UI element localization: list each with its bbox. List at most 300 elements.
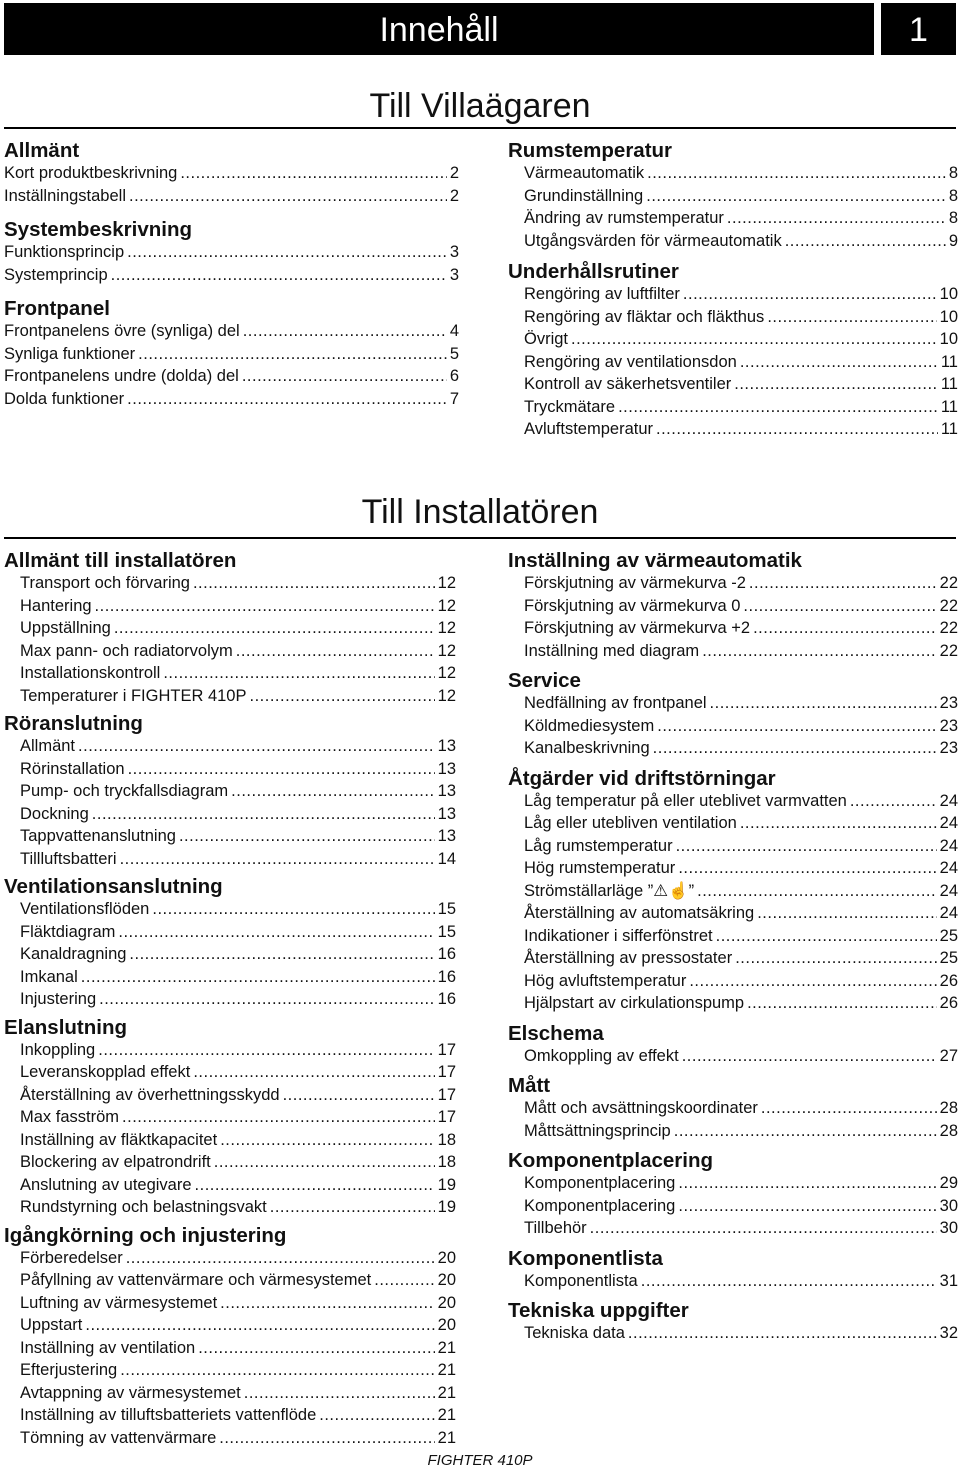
toc-entry-page: 22 [939,596,958,615]
toc-entry[interactable] [508,328,958,351]
toc-entry-page: 29 [939,1174,958,1192]
toc-leader-dots [243,320,447,343]
toc-entry-label: Tömning av vattenvärmare [20,1428,217,1447]
toc-group [508,1300,958,1345]
toc-entry-label: Rundstyrning och belastningsvakt [20,1198,267,1216]
toc-entry-page: 15 [437,922,456,941]
toc-entry[interactable] [4,803,456,826]
toc-group [4,1225,456,1450]
toc-entry-page: 21 [437,1428,456,1447]
toc-entry[interactable] [4,1404,456,1427]
toc-group-title: Underhållsrutiner [508,260,679,283]
toc-entry[interactable] [4,943,456,966]
toc-entry-label: Återställning av överhettningsskydd [20,1085,280,1104]
toc-leader-dots [85,1314,434,1337]
toc-leader-dots [283,1084,435,1107]
toc-entry-label: Strömställarläge ”⚠☝” [524,881,695,900]
toc-group [508,140,958,252]
toc-entry-page: 18 [437,1130,456,1149]
toc-entry[interactable] [508,640,958,663]
toc-entry[interactable] [4,1039,456,1062]
toc-entry[interactable] [508,880,958,903]
toc-entry-page: 21 [437,1383,456,1402]
toc-entry-label: Inkoppling [20,1040,96,1059]
toc-leader-dots [220,1129,434,1152]
toc-entry[interactable] [508,947,958,970]
toc-entry[interactable] [508,373,958,396]
toc-entry[interactable] [508,283,958,306]
toc-entry-label: Komponentlista [524,1271,638,1290]
toc-entry-label: Fläktdiagram [20,922,116,941]
toc-entry-label: Rengöring av fläktar och fläkthus [524,307,765,326]
toc-entry-label: Dockning [20,804,89,823]
toc-entry-label: Hjälpstart av cirkulationspump [524,994,745,1012]
toc-entry-label: Leveranskopplad effekt [20,1063,191,1081]
toc-entry-label: Låg eller utebliven ventilation [524,814,737,832]
toc-entry[interactable] [4,572,456,595]
toc-entry-label: Kanaldragning [20,945,127,963]
header-bar [4,3,956,55]
toc-leader-dots [753,617,937,640]
toc-group-title: Systembeskrivning [4,218,192,241]
toc-leader-dots [761,1097,937,1120]
toc-entry-page: 25 [939,926,958,945]
toc-entry-label: Allmänt [20,737,76,755]
toc-entry-page: 14 [437,849,456,868]
section-rule-villa [4,127,956,129]
toc-entry-label: Ventilationsflöden [20,900,150,918]
toc-entry-page: 24 [939,836,958,855]
toc-entry[interactable] [508,812,958,835]
toc-entry[interactable] [4,264,459,287]
toc-leader-dots [678,857,936,880]
toc-entry-page: 30 [939,1219,958,1237]
toc-group-title: Rumstemperatur [508,139,673,162]
toc-column-villa-right [508,140,958,441]
toc-entry-label: Nedfällning av frontpanel [524,694,707,712]
toc-group-title: Inställning av värmeautomatik [508,549,802,572]
toc-leader-dots [78,735,435,758]
toc-entry-label: Frontpanelens övre (synliga) del [4,322,240,340]
toc-entry[interactable] [508,692,958,715]
toc-leader-dots [120,848,435,871]
toc-entry-label: Låg temperatur på eller uteblivet varmvatten [524,791,847,810]
toc-entry-label: Installationskontroll [20,664,161,682]
toc-leader-dots [214,1151,435,1174]
toc-entry[interactable] [508,857,958,880]
toc-entry-page: 13 [437,759,456,778]
toc-leader-dots [618,396,938,419]
toc-entry-label: Kontroll av säkerhetsventiler [524,375,732,393]
toc-leader-dots [647,162,946,185]
toc-leader-dots [219,1427,434,1450]
toc-entry[interactable] [4,1061,456,1084]
toc-leader-dots [95,595,435,618]
toc-leader-dots [710,692,937,715]
toc-entry[interactable] [508,1120,958,1143]
toc-entry-label: Anslutning av utegivare [20,1175,192,1194]
toc-entry[interactable] [508,230,958,253]
toc-group [4,140,459,207]
toc-entry-label: Injustering [20,990,97,1008]
toc-entry[interactable] [4,921,456,944]
toc-leader-dots [92,803,435,826]
toc-entry-label: Mått och avsättningskoordinater [524,1099,758,1117]
toc-leader-dots [628,1322,937,1345]
toc-entry-label: Hög avluftstemperatur [524,971,687,990]
toc-entry[interactable] [4,1337,456,1360]
toc-entry[interactable] [4,1106,456,1129]
toc-leader-dots [571,328,937,351]
toc-entry-page: 2 [449,164,459,182]
toc-group-title: Elschema [508,1021,604,1045]
toc-entry-page: 17 [437,1085,456,1104]
toc-leader-dots [653,737,937,760]
toc-entry-page: 20 [437,1293,456,1312]
toc-entry-label: Avluftstemperatur [524,420,654,438]
toc-entry-page: 28 [939,1099,958,1117]
toc-entry[interactable] [4,780,456,803]
toc-entry[interactable] [4,1247,456,1270]
toc-entry-page: 13 [437,737,456,755]
toc-leader-dots [850,790,937,813]
toc-group-title: Tekniska uppgifter [508,1299,689,1322]
toc-entry-label: Ändring av rumstemperatur [524,209,724,227]
toc-entry-label: Hög rumstemperatur [524,859,676,877]
toc-entry-page: 12 [437,664,456,682]
toc-leader-dots [785,230,946,253]
section-rule-installer [4,537,956,539]
toc-entry-label: Inställningstabell [4,186,126,205]
toc-entry[interactable] [4,388,459,411]
footer-product-name: FIGHTER 410P [427,1452,533,1469]
toc-entry[interactable] [4,1359,456,1382]
toc-entry[interactable] [508,306,958,329]
toc-group-title: Elanslutning [4,1015,127,1039]
toc-group-title: Röranslutning [4,712,143,735]
toc-leader-dots [231,780,434,803]
toc-leader-dots [740,351,938,374]
toc-leader-dots [743,595,936,618]
toc-leader-dots [127,241,447,264]
toc-entry-label: Komponentplacering [524,1174,676,1192]
toc-leader-dots [180,162,446,185]
toc-entry[interactable] [4,1292,456,1315]
toc-entry-page: 8 [948,164,958,182]
toc-group-title: Komponentlista [508,1246,663,1270]
toc-leader-dots [678,1195,936,1218]
toc-leader-dots [236,640,435,663]
toc-leader-dots [757,902,936,925]
toc-leader-dots [678,1172,936,1195]
toc-entry-label: Funktionsprincip [4,243,125,261]
toc-entry-page: 22 [939,619,958,637]
toc-leader-dots [129,943,434,966]
toc-entry[interactable] [508,351,958,374]
toc-leader-dots [250,685,435,708]
toc-entry[interactable] [508,737,958,760]
toc-entry-page: 27 [939,1046,958,1065]
toc-leader-dots [138,343,447,366]
toc-group-title: Åtgärder vid driftstörningar [508,766,776,790]
toc-entry-page: 10 [939,285,958,303]
toc-entry[interactable] [508,207,958,230]
toc-entry[interactable] [508,925,958,948]
toc-entry-label: Köldmediesystem [524,716,655,735]
toc-leader-dots [195,1174,435,1197]
toc-entry[interactable] [4,162,459,185]
toc-group [508,1248,958,1293]
toc-entry-page: 24 [939,814,958,832]
toc-leader-dots [749,572,937,595]
toc-leader-dots [193,1061,434,1084]
toc-entry-label: Uppstart [20,1316,83,1334]
toc-entry[interactable] [4,685,456,708]
toc-entry-label: Systemprincip [4,265,108,284]
toc-entry[interactable] [508,1172,958,1195]
toc-entry[interactable] [4,1174,456,1197]
toc-group-title: Mått [508,1074,551,1097]
toc-leader-dots [735,947,936,970]
toc-entry-label: Omkoppling av effekt [524,1046,679,1065]
toc-entry[interactable] [4,241,459,264]
toc-entry-label: Tillbehör [524,1219,587,1237]
toc-entry-page: 17 [437,1063,456,1081]
toc-entry[interactable] [4,185,459,208]
toc-leader-dots [657,715,936,738]
toc-entry-label: Värmeautomatik [524,164,645,182]
toc-entry[interactable] [508,1322,958,1345]
toc-entry-label: Kanalbeskrivning [524,739,650,757]
toc-entry-page: 31 [939,1271,958,1290]
toc-entry[interactable] [4,365,459,388]
toc-entry[interactable] [508,572,958,595]
toc-leader-dots [98,1039,434,1062]
toc-entry-page: 24 [939,881,958,900]
toc-entry-label: Synliga funktioner [4,344,136,363]
toc-leader-dots [702,640,936,663]
toc-entry-page: 24 [939,904,958,922]
toc-entry-label: Komponentplacering [524,1196,676,1215]
toc-entry-label: Inställning av tilluftsbatteriets vattenflöde [20,1406,317,1424]
toc-entry[interactable] [508,185,958,208]
toc-entry-page: 8 [948,209,958,227]
toc-entry-label: Förberedelser [20,1248,123,1267]
section-title-installer: Till Installatören [361,493,599,531]
toc-leader-dots [319,1404,434,1427]
toc-entry-page: 23 [939,694,958,712]
toc-entry-page: 3 [449,243,459,261]
section-title-villa: Till Villaägaren [369,87,591,125]
toc-entry-page: 23 [939,716,958,735]
toc-group-title: Allmänt till installatören [4,549,237,572]
toc-group [4,219,459,286]
toc-leader-dots [120,1359,434,1382]
toc-entry[interactable] [4,848,456,871]
toc-entry[interactable] [4,988,456,1011]
toc-leader-dots [270,1196,435,1219]
toc-entry[interactable] [4,1084,456,1107]
toc-entry[interactable] [4,1427,456,1450]
toc-leader-dots [641,1270,937,1293]
toc-entry[interactable] [4,1151,456,1174]
toc-leader-dots [697,880,937,903]
toc-leader-dots [114,617,435,640]
toc-entry-page: 10 [939,330,958,348]
toc-group [508,1150,958,1240]
toc-entry-page: 17 [437,1108,456,1126]
toc-entry-page: 13 [437,804,456,823]
toc-entry[interactable] [508,970,958,993]
toc-entry-label: Återställning av automatsäkring [524,904,755,922]
toc-leader-dots [111,264,447,287]
toc-entry-page: 19 [437,1175,456,1194]
toc-group [508,670,958,760]
toc-group-title: Igångkörning och injustering [4,1223,287,1247]
toc-entry-page: 21 [437,1406,456,1424]
toc-leader-dots [179,825,435,848]
toc-entry-label: Efterjustering [20,1361,118,1379]
toc-entry[interactable] [508,835,958,858]
toc-entry-page: 24 [939,859,958,877]
toc-entry-label: Utgångsvärden för värmeautomatik [524,231,782,250]
toc-entry[interactable] [4,617,456,640]
toc-entry[interactable] [4,1382,456,1405]
toc-entry-page: 20 [437,1271,456,1289]
toc-leader-dots [122,1106,435,1129]
toc-group [508,550,958,662]
toc-entry-label: Transport och förvaring [20,574,190,592]
toc-entry-page: 22 [939,574,958,592]
toc-entry-page: 22 [939,641,958,660]
toc-leader-dots [220,1292,434,1315]
toc-entry-label: Förskjutning av värmekurva -2 [524,574,746,592]
toc-leader-dots [716,925,937,948]
toc-entry-label: Övrigt [524,330,569,348]
toc-entry-page: 12 [437,686,456,705]
toc-leader-dots [99,988,435,1011]
toc-group-title: Service [508,669,581,692]
toc-entry[interactable] [508,1217,958,1240]
toc-entry-page: 19 [437,1198,456,1216]
toc-entry[interactable] [508,992,958,1015]
toc-entry[interactable] [4,1269,456,1292]
toc-leader-dots [129,185,447,208]
toc-entry-page: 21 [437,1361,456,1379]
toc-entry[interactable] [508,617,958,640]
toc-entry-page: 25 [939,949,958,967]
toc-entry[interactable] [4,640,456,663]
toc-entry-page: 20 [437,1316,456,1334]
toc-entry-page: 24 [939,791,958,810]
toc-leader-dots [727,207,946,230]
toc-entry[interactable] [4,1196,456,1219]
toc-entry[interactable] [4,825,456,848]
toc-entry-page: 11 [940,352,958,371]
toc-entry[interactable] [4,662,456,685]
toc-entry[interactable] [508,1195,958,1218]
toc-entry[interactable] [4,1314,456,1337]
toc-entry[interactable] [508,790,958,813]
toc-entry-label: Uppställning [20,619,111,637]
toc-leader-dots [127,388,447,411]
toc-group-title: Frontpanel [4,297,110,320]
toc-entry-label: Max pann- och radiatorvolym [20,641,233,660]
toc-entry[interactable] [508,595,958,618]
toc-entry-label: Dolda funktioner [4,389,125,408]
toc-entry-label: Hantering [20,596,92,615]
toc-group [4,713,456,870]
toc-leader-dots [244,1382,435,1405]
toc-group [508,1075,958,1142]
toc-entry-page: 8 [948,186,958,205]
toc-entry-page: 12 [437,596,456,615]
toc-leader-dots [734,373,938,396]
page-title: Innehåll [379,11,499,49]
toc-entry-label: Max fasström [20,1108,120,1126]
toc-entry-label: Inställning av fläktkapacitet [20,1130,218,1149]
toc-entry-label: Imkanal [20,967,78,986]
toc-entry-page: 11 [940,420,958,438]
toc-entry-label: Inställning med diagram [524,641,700,660]
toc-entry-label: Luftning av värmesystemet [20,1293,218,1312]
toc-entry[interactable] [4,758,456,781]
toc-entry[interactable] [508,396,958,419]
toc-entry-label: Förskjutning av värmekurva +2 [524,619,751,637]
toc-entry-label: Tillluftsbatteri [20,849,117,868]
toc-entry-label: Förskjutning av värmekurva 0 [524,596,741,615]
toc-entry-page: 16 [437,990,456,1008]
toc-entry-page: 12 [437,574,456,592]
toc-leader-dots [656,418,938,441]
toc-entry[interactable] [508,902,958,925]
toc-entry-label: Avtappning av värmesystemet [20,1383,241,1402]
toc-leader-dots [163,662,434,685]
toc-entry[interactable] [508,162,958,185]
toc-entry[interactable] [508,1270,958,1293]
toc-entry[interactable] [4,343,459,366]
toc-entry-page: 16 [437,945,456,963]
toc-entry-page: 18 [437,1153,456,1171]
toc-entry[interactable] [4,966,456,989]
toc-entry-page: 4 [449,322,459,340]
toc-entry-page: 30 [939,1196,958,1215]
toc-entry-page: 5 [449,344,459,363]
toc-entry[interactable] [4,735,456,758]
toc-entry-page: 7 [449,389,459,408]
toc-entry-label: Temperaturer i FIGHTER 410P [20,686,247,705]
page-number: 1 [909,11,928,49]
toc-entry[interactable] [4,898,456,921]
toc-leader-dots [683,283,937,306]
toc-entry[interactable] [508,418,958,441]
toc-entry[interactable] [508,715,958,738]
toc-entry-label: Grundinställning [524,186,644,205]
toc-entry[interactable] [4,1129,456,1152]
toc-entry[interactable] [508,1097,958,1120]
toc-entry-label: Frontpanelens undre (dolda) del [4,367,239,385]
toc-entry-page: 26 [939,994,958,1012]
toc-entry-page: 15 [437,900,456,918]
toc-leader-dots [128,758,435,781]
toc-leader-dots [590,1217,937,1240]
toc-entry-page: 6 [449,367,459,385]
toc-entry[interactable] [4,595,456,618]
toc-entry[interactable] [508,1045,958,1068]
toc-entry-page: 17 [437,1040,456,1059]
toc-entry[interactable] [4,320,459,343]
toc-entry-label: Tryckmätare [524,397,616,416]
